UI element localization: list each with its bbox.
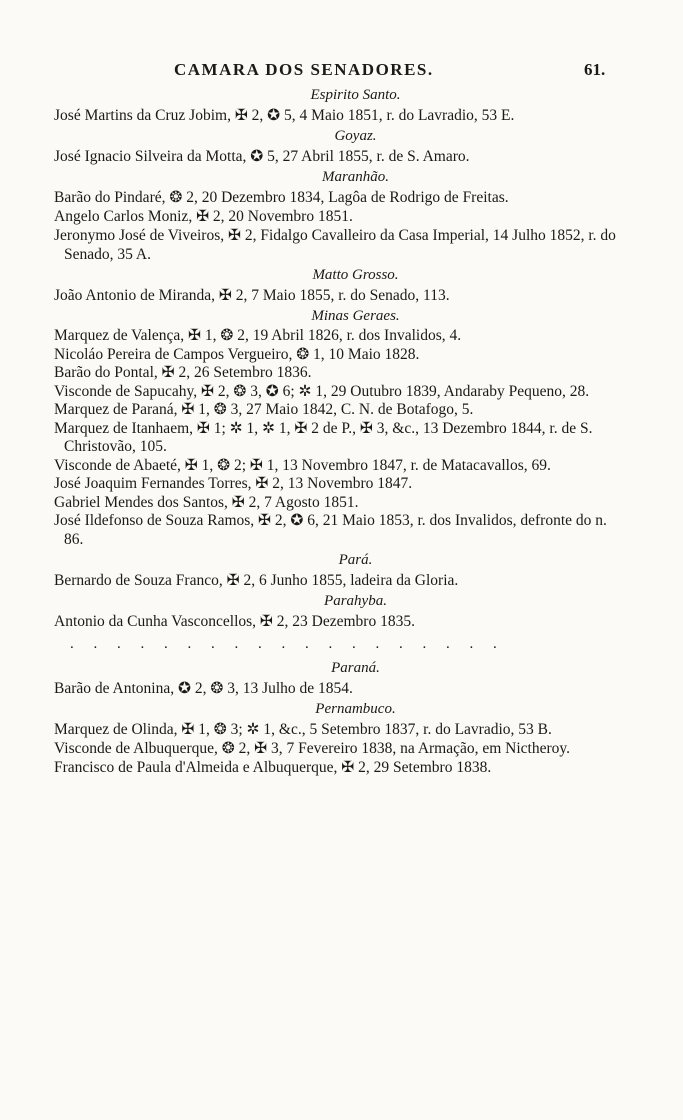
section-heading: Minas Geraes.	[311, 308, 400, 324]
page-number: 61.	[584, 60, 606, 79]
list-item: José Joaquim Fernandes Torres, ✠ 2, 13 Novembro 1847.	[54, 475, 413, 492]
list-item: Marquez de Valença, ✠ 1, ❂ 2, 19 Abril 1826, r. dos Invalidos, 4.	[54, 327, 462, 344]
section-heading: Parahyba.	[324, 593, 387, 609]
list-item: Marquez de Olinda, ✠ 1, ❂ 3; ✲ 1, &c., 5 Setembro 1837, r. do Lavradio, 53 B.	[54, 721, 552, 738]
list-item: Antonio da Cunha Vasconcellos, ✠ 2, 23 Dezembro 1835.	[54, 613, 415, 630]
section-heading: Maranhão.	[321, 169, 390, 185]
list-item: Francisco de Paula d'Almeida e Albuquerque, ✠ 2, 29 Setembro 1838.	[54, 759, 492, 776]
running-title: CAMARA DOS SENADORES.	[174, 60, 434, 79]
list-item: José Martins da Cruz Jobim, ✠ 2, ✪ 5, 4 Maio 1851, r. do Lavradio, 53 E.	[54, 107, 515, 124]
section-heading: Pará.	[338, 552, 373, 568]
list-item: Barão do Pindaré, ❂ 2, 20 Dezembro 1834, Lagôa de Rodrigo de Freitas.	[54, 189, 509, 206]
list-item: José Ignacio Silveira da Motta, ✪ 5, 27 Abril 1855, r. de S. Amaro.	[54, 148, 470, 165]
list-item: Visconde de Sapucahy, ✠ 2, ❂ 3, ✪ 6; ✲ 1, 29 Outubro 1839, Andaraby Pequeno, 28.	[54, 382, 590, 400]
senators-list	[0, 84, 683, 777]
list-item: Visconde de Albuquerque, ❂ 2, ✠ 3, 7 Fevereiro 1838, na Armação, em Nictheroy.	[54, 740, 571, 757]
list-item: Nicoláo Pereira de Campos Vergueiro, ❂ 1, 10 Maio 1828.	[54, 345, 420, 363]
list-item: Barão do Pontal, ✠ 2, 26 Setembro 1836.	[54, 364, 312, 381]
list-item: Marquez de Itanhaem, ✠ 1; ✲ 1, ✲ 1, ✠ 2 de P., ✠ 3, &c., 13 Dezembro 1844, r. de S. Christovão, 105.	[54, 419, 593, 455]
list-item: Gabriel Mendes dos Santos, ✠ 2, 7 Agosto 1851.	[54, 493, 359, 511]
list-item: Jeronymo José de Viveiros, ✠ 2, Fidalgo Cavalleiro da Casa Imperial, 14 Julho 1852, r. do Senado, 35 A.	[54, 227, 616, 263]
section-heading: Goyaz.	[334, 128, 377, 144]
running-head	[0, 60, 683, 84]
section-heading: Paraná.	[331, 660, 380, 676]
section-heading: Espirito Santo.	[310, 87, 401, 103]
list-item: José Ildefonso de Souza Ramos, ✠ 2, ✪ 6, 21 Maio 1853, r. dos Invalidos, defronte do n. 86.	[54, 512, 607, 548]
list-item: João Antonio de Miranda, ✠ 2, 7 Maio 1855, r. do Senado, 113.	[54, 287, 450, 304]
section-heading: Matto Grosso.	[312, 267, 399, 283]
list-item: Angelo Carlos Moniz, ✠ 2, 20 Novembro 1851.	[54, 208, 353, 225]
section-heading: Pernambuco.	[315, 701, 396, 717]
list-item: Bernardo de Souza Franco, ✠ 2, 6 Junho 1855, ladeira da Gloria.	[54, 572, 459, 589]
list-item: Marquez de Paraná, ✠ 1, ❂ 3, 27 Maio 1842, C. N. de Botafogo, 5.	[54, 401, 474, 418]
list-item: Visconde de Abaeté, ✠ 1, ❂ 2; ✠ 1, 13 Novembro 1847, r. de Matacavallos, 69.	[54, 456, 551, 474]
dotted-leader: . . . . . . . . . . . . . . . . . . .	[70, 636, 505, 652]
list-item: Barão de Antonina, ✪ 2, ❂ 3, 13 Julho de 1854.	[54, 680, 353, 697]
